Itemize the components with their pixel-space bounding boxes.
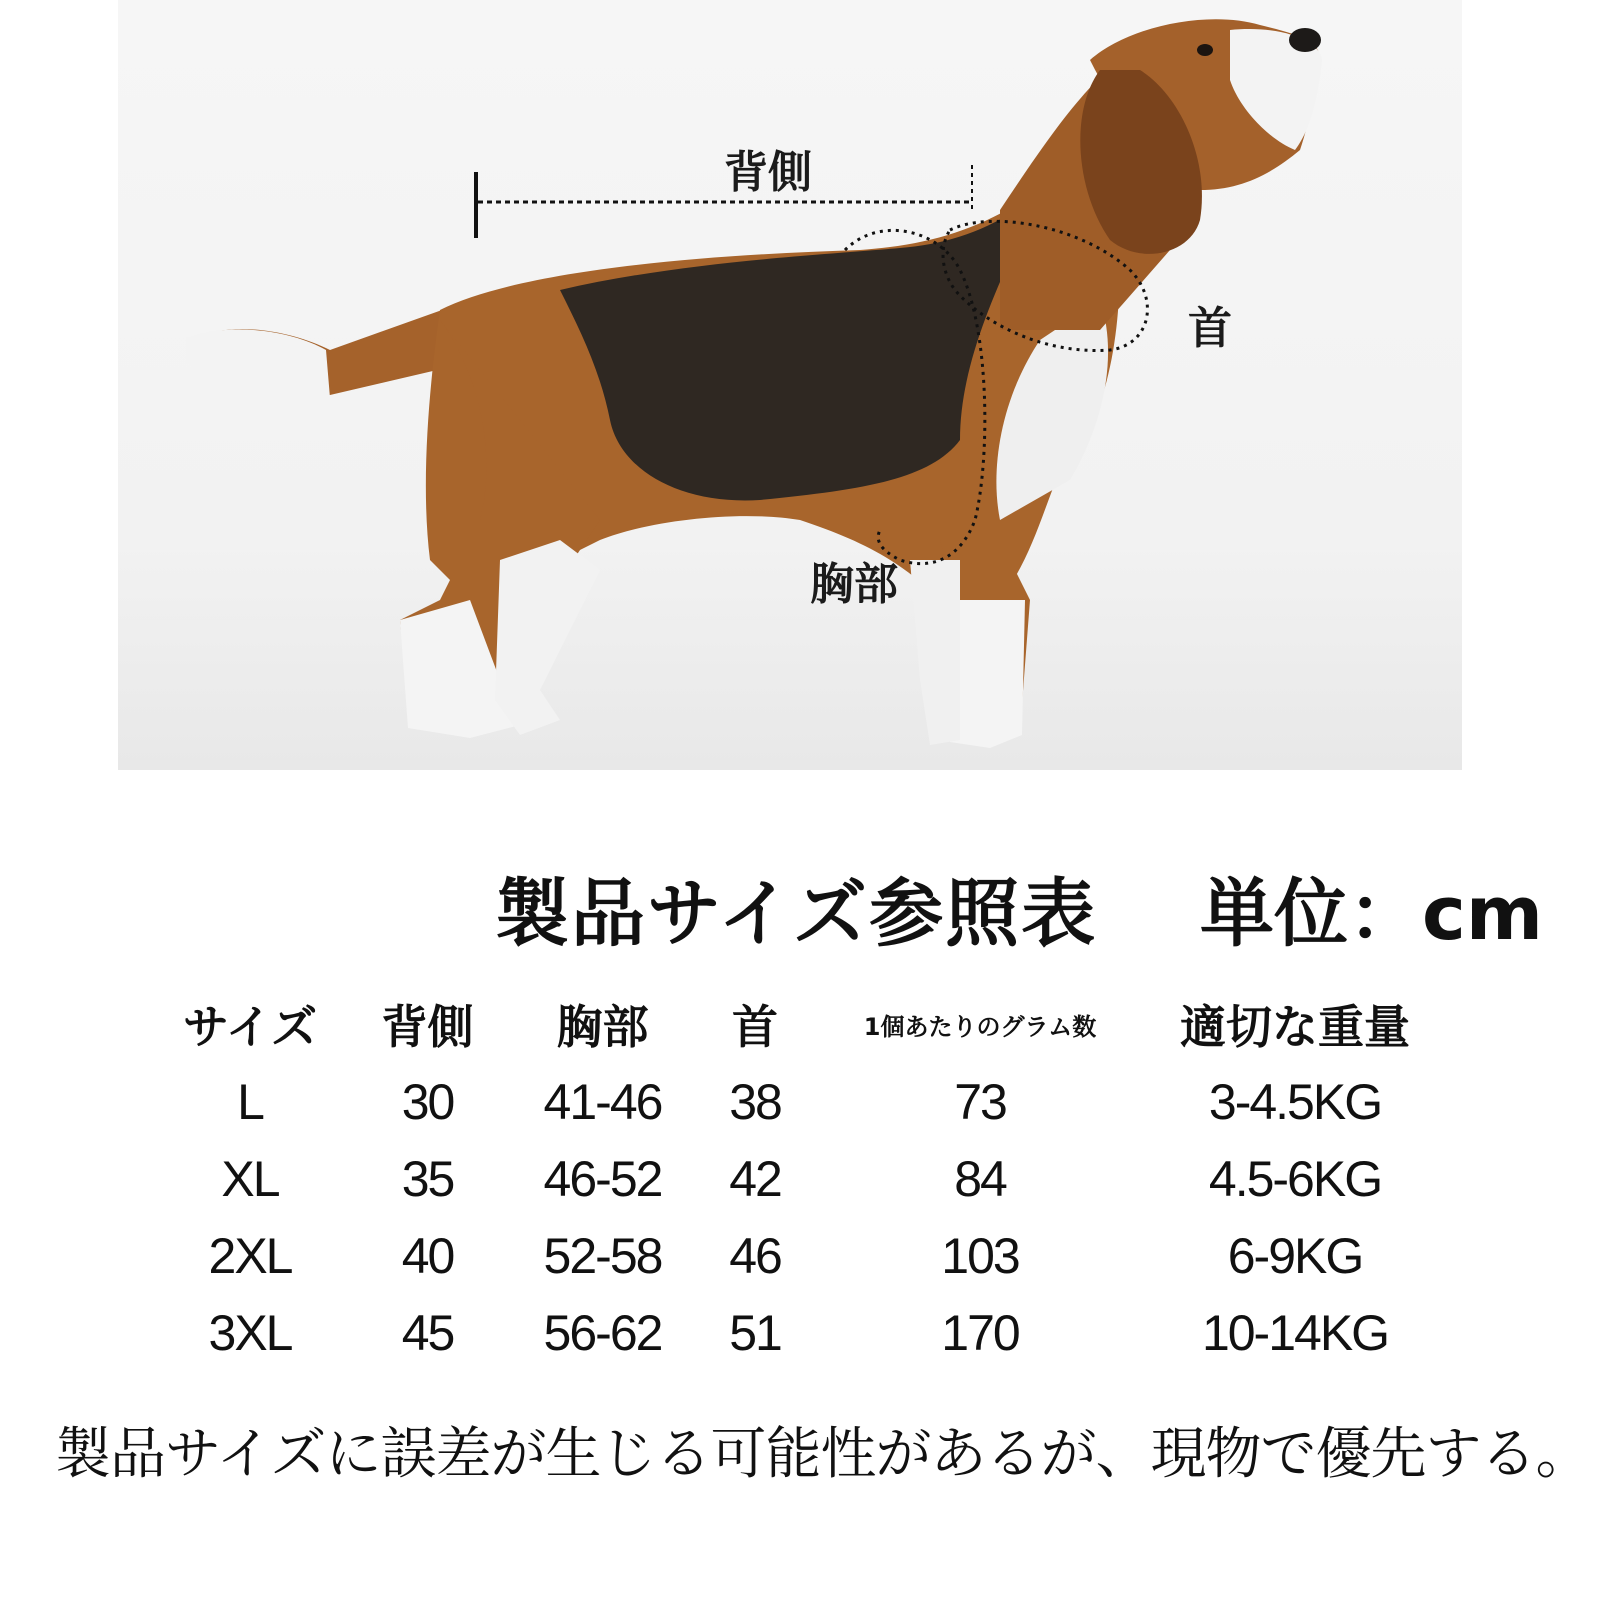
cell-weight: 10-14KG xyxy=(1201,1304,1389,1361)
dog-hind-leg-2 xyxy=(495,540,600,735)
header-neck: 首 xyxy=(732,1000,778,1054)
label-back-length: 背側 xyxy=(724,147,812,198)
cell-grams: 84 xyxy=(954,1150,1006,1207)
label-chest: 胸部 xyxy=(810,559,898,610)
unit-label: 単位：cm xyxy=(1200,871,1543,957)
header-back: 背側 xyxy=(381,1000,474,1054)
dog-nose xyxy=(1289,28,1321,52)
cell-neck: 46 xyxy=(729,1227,781,1284)
header-chest: 胸部 xyxy=(556,1000,649,1054)
cell-back: 40 xyxy=(401,1227,454,1284)
cell-weight: 6-9KG xyxy=(1227,1227,1363,1284)
header-weight: 適切な重量 xyxy=(1180,1000,1410,1054)
table-row xyxy=(170,1140,1460,1217)
cell-size: 2XL xyxy=(208,1227,292,1284)
table-row xyxy=(170,1217,1460,1294)
size-disclaimer-note: 製品サイズに誤差が生じる可能性があるが、現物で優先する。 xyxy=(55,1422,1591,1487)
header-size: サイズ xyxy=(182,1000,318,1054)
cell-back: 35 xyxy=(401,1150,454,1207)
title-row xyxy=(0,855,1600,955)
cell-chest: 46-52 xyxy=(543,1150,662,1207)
cell-size: L xyxy=(237,1073,263,1130)
table-row xyxy=(170,1294,1460,1371)
cell-neck: 51 xyxy=(729,1304,781,1361)
cell-size: XL xyxy=(221,1150,279,1207)
cell-weight: 4.5-6KG xyxy=(1208,1150,1382,1207)
table-header-row xyxy=(170,985,1460,1063)
cell-size: 3XL xyxy=(208,1304,292,1361)
size-chart-title: 製品サイズ参照表 xyxy=(495,871,1098,957)
dog-tail-tip xyxy=(186,329,330,398)
cell-neck: 42 xyxy=(729,1150,781,1207)
cell-grams: 73 xyxy=(954,1073,1006,1130)
cell-grams: 103 xyxy=(941,1227,1019,1284)
size-table xyxy=(170,985,1460,1371)
label-neck: 首 xyxy=(1188,303,1232,354)
dog-front-leg-white xyxy=(950,600,1025,748)
dog-front-leg-back xyxy=(910,560,960,745)
dog-eye xyxy=(1197,44,1213,56)
cell-back: 30 xyxy=(401,1073,454,1130)
cell-chest: 56-62 xyxy=(543,1304,662,1361)
cell-chest: 41-46 xyxy=(543,1073,662,1130)
cell-chest: 52-58 xyxy=(543,1227,662,1284)
cell-neck: 38 xyxy=(729,1073,781,1130)
cell-back: 45 xyxy=(401,1304,454,1361)
cell-grams: 170 xyxy=(941,1304,1019,1361)
beagle-measurement-illustration xyxy=(0,0,1600,780)
header-grams-per-piece: 1個あたりのグラム数 xyxy=(863,1012,1097,1041)
cell-weight: 3-4.5KG xyxy=(1208,1073,1382,1130)
table-row xyxy=(170,1063,1460,1140)
